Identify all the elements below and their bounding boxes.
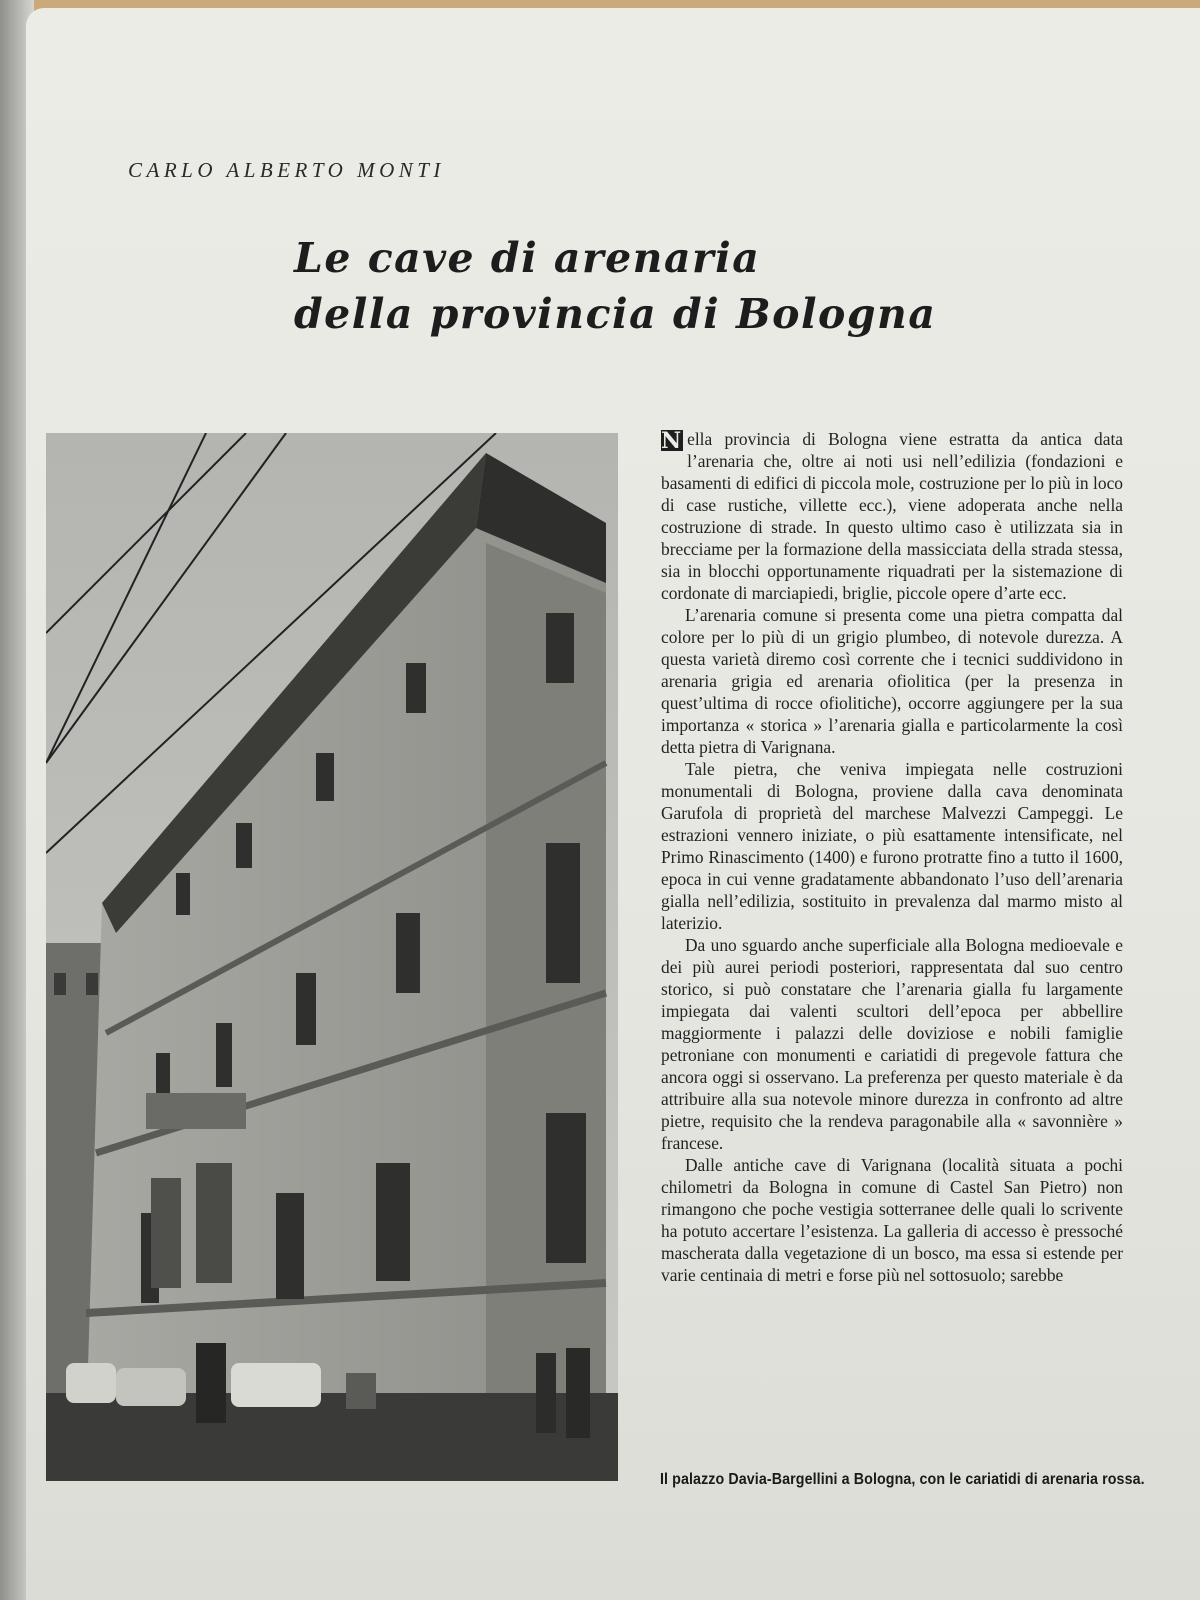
photo-caption: Il palazzo Davia-Bargellini a Bologna, con le cariatidi di arenaria rossa. xyxy=(660,1471,1145,1488)
title-line-2: della provincia di Bologna xyxy=(294,290,937,338)
title-line-1: Le cave di arenaria xyxy=(294,234,761,282)
paragraph-1 xyxy=(661,428,1123,604)
palazzo-photo xyxy=(46,433,618,1481)
article-body xyxy=(661,428,1123,1286)
paragraph-5: Dalle antiche cave di Varignana (località situata a pochi chilometri da Bologna in comune di Castel San Pietro) non rimangono che poche vestigia sotterranee delle quali lo scrivente ha potuto accertare l’esistenza. La galleria di accesso è pressoché mascherata dalla vegetazione di un bosco, ma essa si estende per varie centinaia di metri e forse più nel sottosuolo; sarebbe xyxy=(661,1155,1123,1285)
magazine-page xyxy=(26,8,1200,1600)
article-title xyxy=(294,230,936,342)
author-name: CARLO ALBERTO MONTI xyxy=(128,158,445,182)
drop-cap: N xyxy=(661,428,682,454)
paragraph-2: L’arenaria comune si presenta come una pietra compatta dal colore per lo più di un grigio plumbeo, di notevole durezza. A questa varietà diremo così corrente che i tecnici suddividono in arenaria grigia ed arenaria ofiolitica (per la presenza in quest’ultima di rocce ofiolitiche), occorre aggiungere per la sua importanza « storica » l’arenaria gialla e particolarmente la così detta pietra di Varignana. xyxy=(661,605,1123,757)
paragraph-1-text: ella provincia di Bologna viene estratta da antica data l’arenaria che, oltre ai noti usi nell’edilizia (fondazioni e basamenti di edifici di piccola mole, costruzione per lo più in loco di case rustiche, villette ecc.), viene adoperata anche nella costruzione di strade. In questo ultimo caso è utilizzata sia in brecciame per la formazione della massicciata della strada stessa, sia in blocchi opportunamente riquadrati per la sistemazione di cordonate di marciapiedi, briglie, piccole opere d’arte ecc. xyxy=(661,429,1123,603)
paragraph-3: Tale pietra, che veniva impiegata nelle costruzioni monumentali di Bologna, proviene dalla cava denominata Garufola di proprietà del marchese Malvezzi Campeggi. Le estrazioni vennero iniziate, o più esattamente intensificate, nel Primo Rinascimento (1400) e furono protratte fino a tutto il 1600, epoca in cui venne gradatamente abbandonato l’uso dell’arenaria gialla nell’edilizia, sostituito in prevalenza dal marmo misto al laterizio. xyxy=(661,759,1123,933)
paragraph-4: Da uno sguardo anche superficiale alla Bologna medioevale e dei più aurei periodi posteriori, rappresentata dal suo centro storico, si può constatare che l’arenaria gialla fu largamente impiegata dai valenti scultori dell’epoca per abbellire maggiormente i palazzi delle doviziose e nobili famiglie petroniane con monumenti e cariatidi di pregevole fattura che ancora oggi si osservano. La preferenza per questo materiale è da attribuire alla sua notevole minore durezza in confronto ad altre pietre, requisito che la rendeva paragonabile alla « savonnière » francese. xyxy=(661,935,1123,1153)
